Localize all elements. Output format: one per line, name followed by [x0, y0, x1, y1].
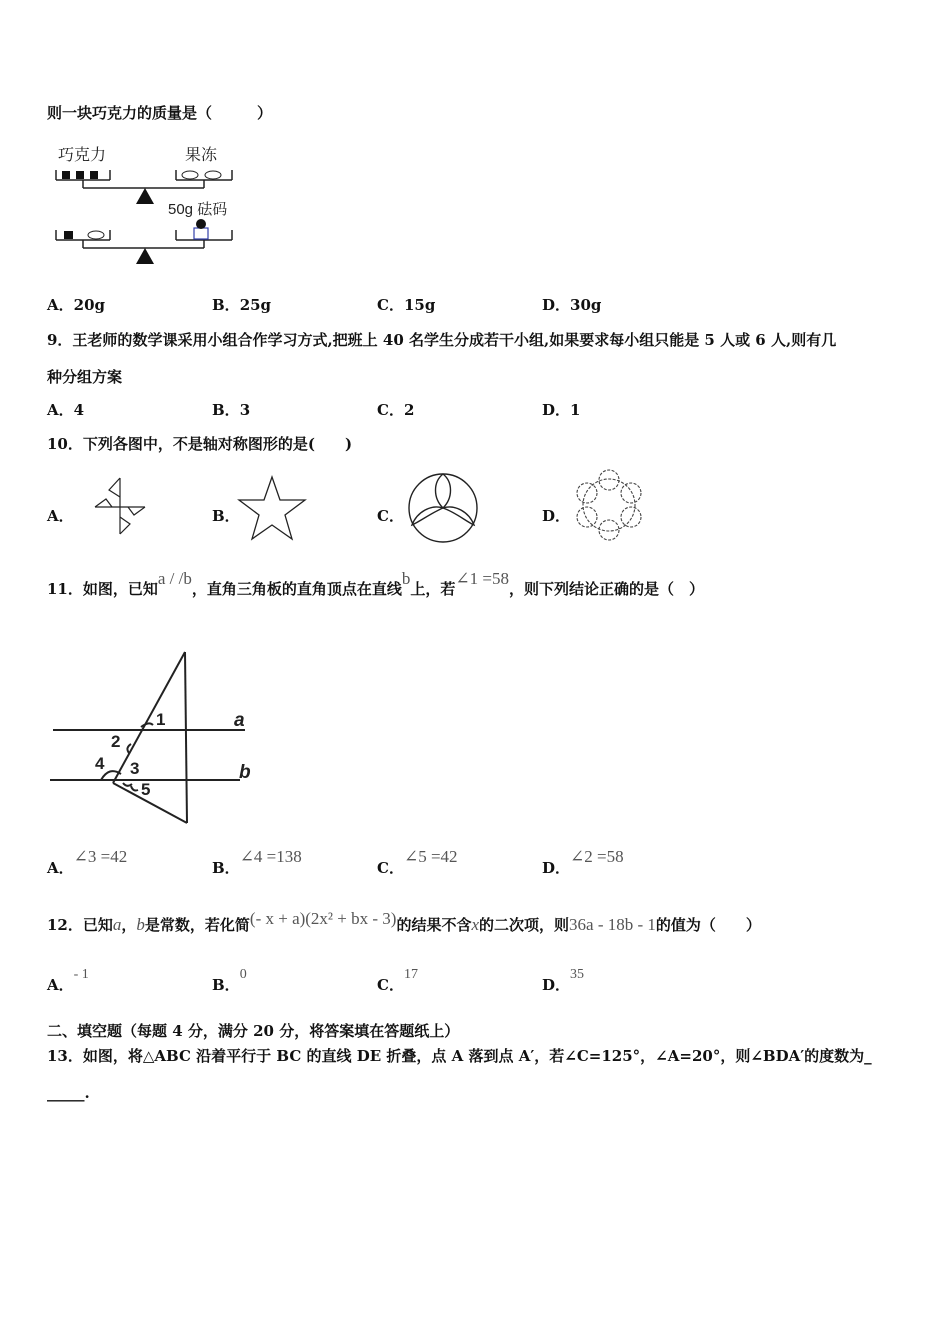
q10-option-b[interactable]: B． — [212, 507, 240, 525]
q8-option-a[interactable]: A．20g — [47, 296, 106, 314]
balance-scale-figure — [50, 140, 250, 275]
q12-stem: 12．已知a，b是常数，若化简(- x + a)(2x² + bx - 3)的结果不含x的二次项，则36a - 18b - 1的值为（ ） — [47, 909, 761, 934]
q13-stem-line2: _____. — [47, 1084, 90, 1102]
q9-option-a[interactable]: A．4 — [47, 401, 85, 419]
pinwheel-figure — [90, 472, 150, 542]
q9-option-d[interactable]: D．1 — [542, 401, 581, 419]
q10-option-a[interactable]: A． — [47, 507, 74, 525]
q10-stem: 10．下列各图中，不是轴对称图形的是( ) — [47, 435, 353, 453]
section2-heading: 二、填空题（每题 4 分，满分 20 分，将答案填在答题纸上） — [47, 1022, 460, 1040]
star-figure — [236, 474, 308, 542]
q11-option-b[interactable]: B．∠4 =138 — [212, 847, 302, 877]
angle-4-label: 4 — [95, 754, 105, 773]
q9-stem-line2: 种分组方案 — [47, 368, 123, 386]
q9-option-c[interactable]: C．2 — [377, 401, 415, 419]
q12-option-d[interactable]: D．35 — [542, 967, 585, 994]
circle-petals-figure — [405, 470, 481, 546]
q11-option-a[interactable]: A．∠3 =42 — [47, 847, 128, 877]
chocolate-label: 巧克力 — [58, 147, 107, 164]
q10-option-c[interactable]: C． — [377, 507, 404, 525]
line-b-label: b — [239, 762, 251, 783]
q13-stem-line1: 13．如图，将△ABC 沿着平行于 BC 的直线 DE 折叠，点 A 落到点 A′，若∠C=125°，∠A=20°，则∠BDA′的度数为_ — [47, 1047, 872, 1065]
q11-option-c[interactable]: C．∠5 =42 — [377, 847, 458, 877]
q9-stem-line1: 9．王老师的数学课采用小组合作学习方式,把班上 40 名学生分成若干小组,如果要求每小组只能是 5 人或 6 人,则有几 — [47, 331, 837, 349]
q8-option-b[interactable]: B．25g — [212, 296, 272, 314]
weight-label: 50g 砝码 — [168, 201, 228, 218]
angle-5-label: 5 — [141, 780, 151, 799]
q10-option-d[interactable]: D． — [542, 507, 571, 525]
q8-option-c[interactable]: C．15g — [377, 296, 436, 314]
q12-option-c[interactable]: C．17 — [377, 967, 418, 994]
q8-option-d[interactable]: D．30g — [542, 296, 602, 314]
flower-figure — [570, 466, 648, 544]
parallel-lines-figure — [45, 640, 275, 835]
q11-option-d[interactable]: D．∠2 =58 — [542, 847, 624, 877]
q12-option-a[interactable]: A．- 1 — [47, 967, 89, 994]
jelly-label: 果冻 — [185, 147, 218, 164]
q12-option-b[interactable]: B．0 — [212, 967, 247, 994]
q9-option-b[interactable]: B．3 — [212, 401, 251, 419]
angle-2-label: 2 — [111, 732, 121, 751]
q11-stem: 11．如图，已知a / /b，直角三角板的直角顶点在直线b上，若∠1 =58，则下列结论正确的是（ ） — [47, 569, 705, 598]
angle-1-label: 1 — [156, 710, 166, 729]
q8-stem: 则一块巧克力的质量是（ ） — [47, 104, 273, 122]
angle-3-label: 3 — [130, 759, 140, 778]
line-a-label: a — [234, 710, 245, 731]
